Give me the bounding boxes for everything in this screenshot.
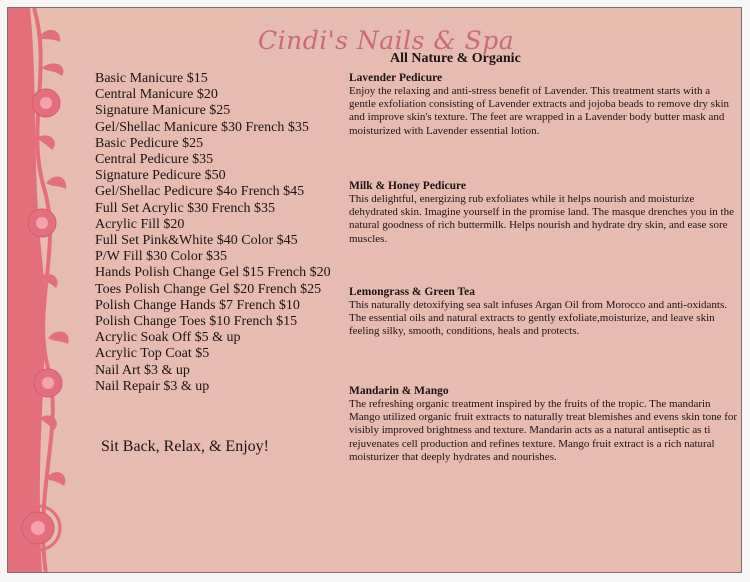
list-item: Gel/Shellac Manicure $30 French $35 — [95, 119, 309, 135]
treatment-description: This naturally detoxifying sea salt infuses Argan Oil from Morocco and anti-oxidants. The essential oils and natural extracts to gently exfoliate,moisturize, and leave skin feeling silky, smooth, conditions, heals and protects. — [349, 299, 727, 338]
list-item: Central Pedicure $35 — [95, 152, 214, 168]
treatment-mandarin-mango — [349, 384, 739, 464]
treatment-lemongrass-green-tea — [349, 285, 739, 339]
section-heading: All Nature & Organic — [390, 51, 521, 66]
treatment-description: The refreshing organic treatment inspired by the fruits of the tropic. The mandarin Mango utilized organic fruit extracts to naturally treat blemishes and evens skin tone for visibly improved brightness and texture. Mandarin acts as a natural antiseptic as ti rejuvenates cell production and refines texture. Mango fruit extract is a rich natural moisturizer that deeply hydrates and nourishes. — [349, 398, 738, 463]
list-item: Full Set Pink&White $40 Color $45 — [95, 233, 298, 249]
list-item: Acrylic Soak Off $5 & up — [95, 330, 241, 346]
service-price-list — [95, 71, 331, 395]
menu-page — [7, 7, 742, 573]
list-item: P/W Fill $30 Color $35 — [95, 249, 227, 265]
treatment-name: Milk & Honey Pedicure — [349, 180, 467, 192]
list-item: Signature Pedicure $50 — [95, 168, 226, 184]
list-item: Basic Pedicure $25 — [95, 135, 204, 151]
list-item: Acrylic Top Coat $5 — [95, 346, 210, 362]
list-item: Nail Repair $3 & up — [95, 378, 210, 394]
treatment-milk-honey — [349, 179, 739, 246]
list-item: Toes Polish Change Gel $20 French $25 — [95, 281, 322, 297]
list-item: Hands Polish Change Gel $15 French $20 — [95, 265, 331, 281]
list-item: Polish Change Toes $10 French $15 — [95, 314, 298, 330]
list-item: Full Set Acrylic $30 French $35 — [95, 200, 276, 216]
treatment-name: Lemongrass & Green Tea — [349, 286, 475, 298]
treatment-description: This delightful, energizing rub exfoliates while it helps nourish and moisturize dehydrated skin. Imagine yourself in the promise land. The masque drenches you in the natural goodness of rich buttermilk. Helps nourish and hydrate dry skin, and ease sore muscles. — [349, 193, 734, 245]
list-item: Central Manicure $20 — [95, 87, 218, 103]
treatment-description: Enjoy the relaxing and anti-stress benefit of Lavender. This treatment starts with a gentle exfoliation consisting of Lavender extracts and jojoba beads to remove dry skin and improve skin's texture. The feet are wrapped in a Lavender body butter mask and moisturized with Lavender essential lotion. — [349, 85, 729, 137]
treatment-lavender — [349, 71, 739, 138]
floral-vine-decoration — [8, 8, 88, 573]
list-item: Signature Manicure $25 — [95, 103, 231, 119]
list-item: Basic Manicure $15 — [95, 71, 208, 86]
list-item: Gel/Shellac Pedicure $4o French $45 — [95, 184, 305, 200]
treatment-name: Lavender Pedicure — [349, 72, 443, 84]
treatment-name: Mandarin & Mango — [349, 385, 449, 397]
list-item: Polish Change Hands $7 French $10 — [95, 297, 300, 313]
list-item: Nail Art $3 & up — [95, 362, 190, 378]
tagline: Sit Back, Relax, & Enjoy! — [101, 438, 269, 455]
page-title: Cindi's Nails & Spa — [258, 26, 515, 55]
list-item: Acrylic Fill $20 — [95, 216, 185, 232]
